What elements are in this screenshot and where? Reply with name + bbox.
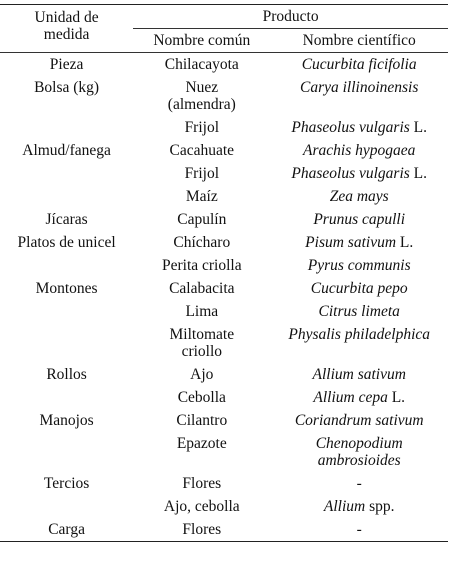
cell-scientific-name [270, 518, 448, 542]
cell-scientific-name [270, 386, 448, 409]
scientific-name-text: Coriandrum sativum [294, 412, 424, 429]
header-unit: Unidad de medida [0, 5, 133, 53]
table-row [0, 363, 448, 386]
author-abbrev: L. [391, 389, 406, 406]
scientific-name-text: - [356, 475, 362, 492]
cell-unit: Almud/fanega [22, 142, 111, 159]
table-row [0, 518, 448, 542]
table-row [0, 231, 448, 254]
table-row [0, 162, 448, 185]
cell-common-name: Lima [185, 303, 219, 320]
cell-scientific-name [270, 300, 448, 323]
cell-scientific-name [270, 139, 448, 162]
scientific-name-text: Prunus capulli [313, 211, 406, 228]
scientific-name-text: Phaseolus vulgaris [291, 119, 410, 136]
cell-common-name: Epazote [176, 435, 227, 452]
cell-common-name: Cebolla [177, 389, 226, 406]
cell-common-name: Ajo, cebolla [163, 498, 240, 515]
scientific-name-text: Allium [323, 498, 366, 515]
cell-scientific-name [270, 495, 448, 518]
table-row [0, 323, 448, 363]
cell-scientific-name [270, 208, 448, 231]
table-row [0, 495, 448, 518]
cell-common-name: Chícharo [173, 234, 231, 251]
cell-common-name: Cacahuate [169, 142, 235, 159]
cell-unit: Tercios [43, 475, 90, 492]
cell-common-name: Perita criolla [161, 257, 242, 274]
scientific-name-text: Allium cepa [313, 389, 388, 406]
cell-unit: Jícaras [45, 211, 88, 228]
scientific-name-text: Physalis philadelphica [288, 326, 431, 343]
cell-unit: Bolsa (kg) [34, 79, 100, 96]
cell-unit: Carga [0, 518, 133, 542]
table-row [0, 208, 448, 231]
cell-unit: Pieza [49, 56, 84, 73]
table-body [0, 53, 448, 542]
scientific-name-text: Zea mays [329, 188, 389, 205]
table-row [0, 185, 448, 208]
cell-unit: Rollos [46, 366, 87, 383]
cell-unit [0, 185, 133, 208]
cell-scientific-name [270, 185, 448, 208]
cell-common-name: Flores [133, 518, 270, 542]
header-common-name: Nombre común [133, 29, 270, 53]
cell-common-name: Frijol [184, 165, 220, 182]
scientific-name-text: - [356, 521, 362, 538]
scientific-name-text: Arachis hypogaea [303, 142, 416, 159]
cell-common-name: Capulín [177, 211, 227, 228]
cell-scientific-name [270, 162, 448, 185]
scientific-name-text: Citrus limeta [318, 303, 400, 320]
author-abbrev: spp. [369, 498, 395, 515]
cell-unit [0, 162, 133, 185]
table-row [0, 76, 448, 116]
cell-common-name: Frijol [184, 119, 220, 136]
cell-scientific-name [270, 323, 448, 363]
cell-unit [0, 432, 133, 472]
cell-scientific-name [270, 116, 448, 139]
cell-scientific-name [270, 231, 448, 254]
cell-scientific-name [270, 363, 448, 386]
cell-common-name: Miltomate criollo [169, 326, 235, 360]
table-row [0, 53, 448, 77]
table-row [0, 139, 448, 162]
cell-unit [0, 254, 133, 277]
cell-scientific-name [270, 254, 448, 277]
cell-scientific-name [270, 76, 448, 116]
table-row [0, 432, 448, 472]
cell-scientific-name [270, 53, 448, 77]
cell-unit [0, 323, 133, 363]
header-scientific-name: Nombre científico [270, 29, 448, 53]
cell-common-name: Flores [182, 475, 222, 492]
scientific-name-text: Cucurbita ficifolia [301, 56, 417, 73]
table-row [0, 386, 448, 409]
author-abbrev: L. [399, 234, 414, 251]
scientific-name-text: Carya illinoinensis [299, 79, 419, 96]
scientific-name-text: Phaseolus vulgaris [291, 165, 410, 182]
cell-unit: Platos de unicel [17, 234, 116, 251]
cell-scientific-name [270, 472, 448, 495]
table-row [0, 472, 448, 495]
scientific-name-text: Cucurbita pepo [310, 280, 408, 297]
table-row [0, 116, 448, 139]
cell-common-name: Ajo [190, 366, 214, 383]
header-product: Producto [133, 5, 448, 29]
cell-unit: Montones [35, 280, 98, 297]
scientific-name-text: Pyrus communis [307, 257, 411, 274]
cell-unit: Manojos [39, 412, 94, 429]
table-row [0, 277, 448, 300]
scientific-name-text: Chenopodium ambrosioides [315, 435, 403, 469]
cell-scientific-name [270, 432, 448, 472]
cell-common-name: Nuez (almendra) [167, 79, 236, 113]
cell-common-name: Calabacita [169, 280, 235, 297]
cell-scientific-name [270, 409, 448, 432]
cell-unit [0, 386, 133, 409]
cell-scientific-name [270, 277, 448, 300]
scientific-name-text: Allium sativum [312, 366, 406, 383]
cell-common-name: Chilacayota [164, 56, 239, 73]
author-abbrev: L. [413, 165, 428, 182]
cell-common-name: Maíz [185, 188, 218, 205]
table-row [0, 254, 448, 277]
cell-common-name: Cilantro [176, 412, 228, 429]
cell-unit [0, 495, 133, 518]
table-row [0, 300, 448, 323]
table-row [0, 409, 448, 432]
product-units-table [0, 4, 448, 542]
cell-unit [0, 300, 133, 323]
cell-unit [0, 116, 133, 139]
author-abbrev: L. [413, 119, 428, 136]
scientific-name-text: Pisum sativum [305, 234, 397, 251]
